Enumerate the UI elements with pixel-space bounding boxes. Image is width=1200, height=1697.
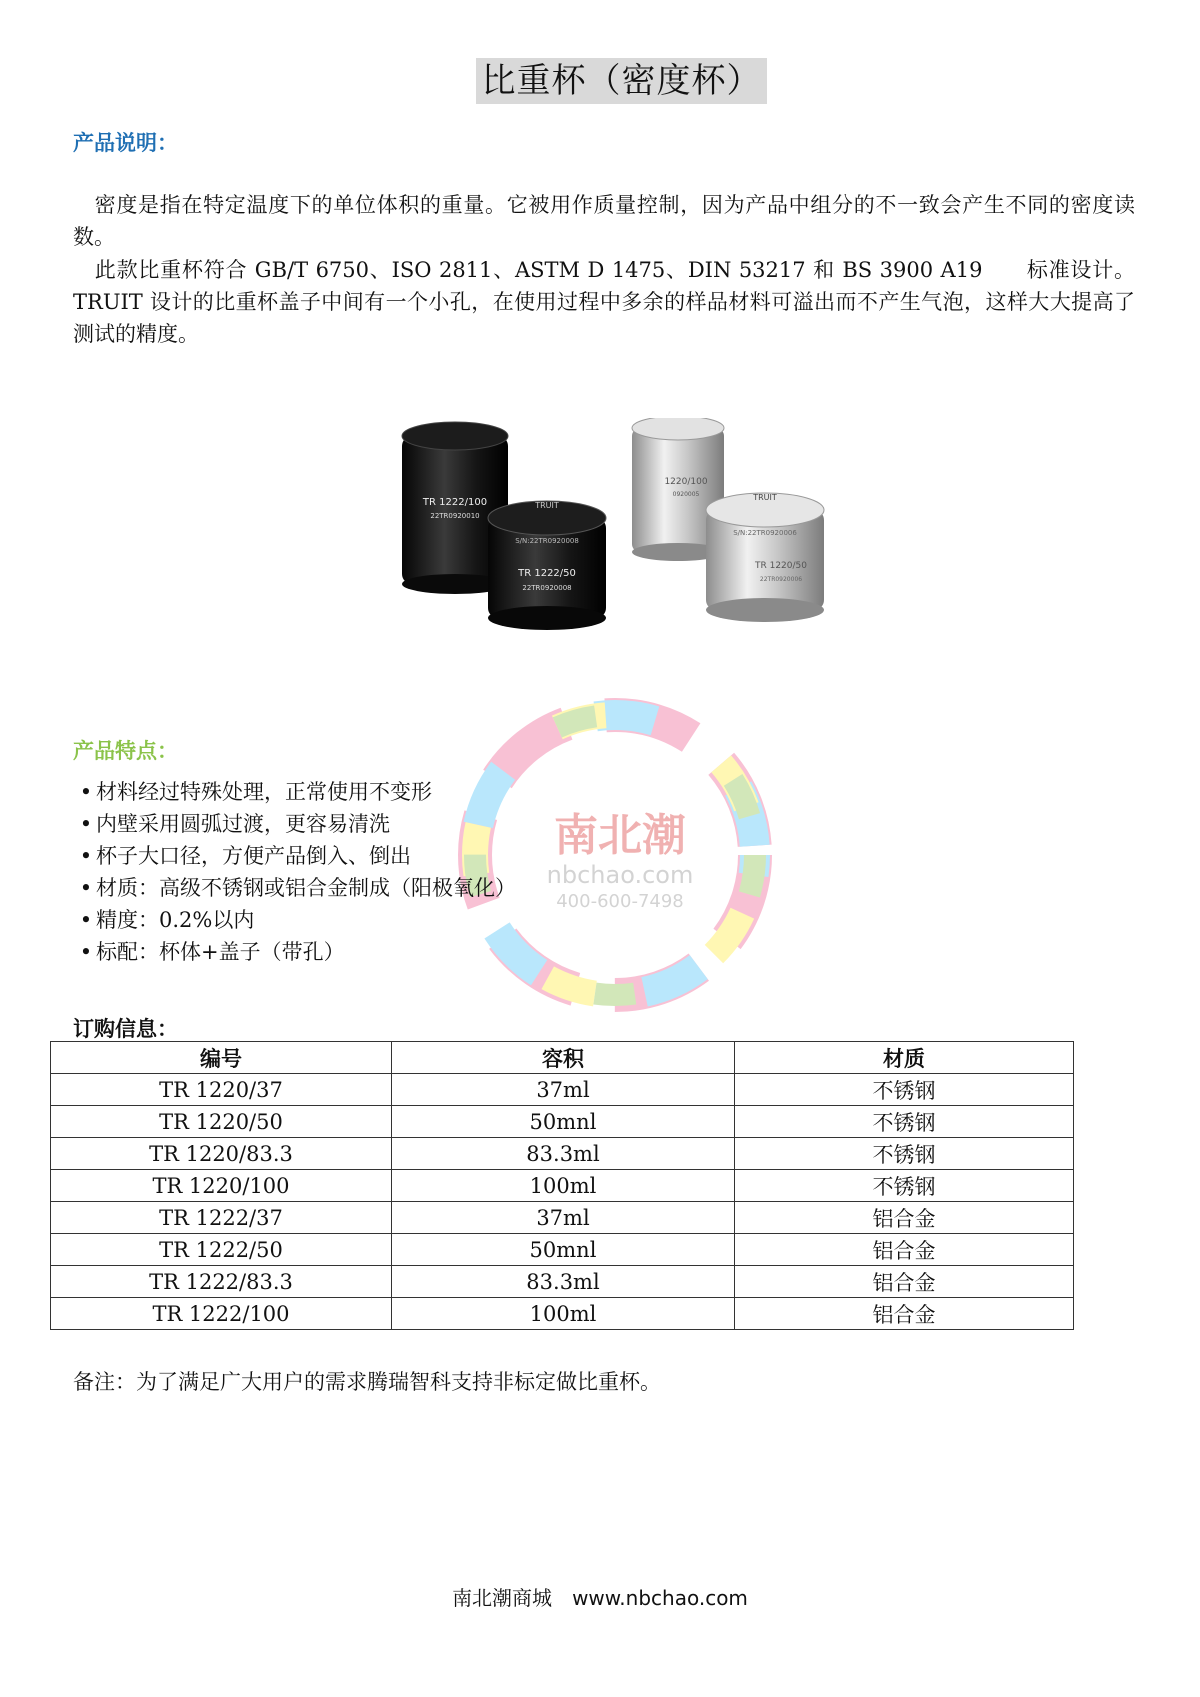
cell-model: TR 1220/83.3 [51,1138,392,1170]
cup4-label: TR 1220/50 [754,561,808,571]
feature-item: • 精度：0.2%以内 [79,908,255,932]
page-title: 比重杯（密度杯） [476,58,767,104]
cell-material: 不锈钢 [735,1074,1074,1106]
footer-url[interactable]: www.nbchao.com [572,1586,748,1610]
steel-cup-50 [706,493,824,622]
cup1-label: TR 1222/100 [422,497,488,508]
footer [0,1582,1200,1611]
description-heading: 产品说明： [73,131,178,155]
cell-model: TR 1222/50 [51,1234,392,1266]
cell-material: 不锈钢 [735,1170,1074,1202]
table-row [51,1074,1074,1106]
col-volume: 容积 [392,1042,735,1074]
col-material: 材质 [735,1042,1074,1074]
table-row [51,1106,1074,1138]
table-row [51,1170,1074,1202]
cup4-serial: 22TR0920006 [759,576,803,583]
cup4-brand: TRUIT [753,493,777,502]
features-list [76,776,776,968]
features-heading: 产品特点： [73,739,178,763]
cup2-serial: 22TR0920008 [522,584,572,592]
table-row [51,1234,1074,1266]
black-cup-50 [488,501,606,630]
feature-item: • 材料经过特殊处理，正常使用不变形 [79,780,432,804]
cell-model: TR 1220/100 [51,1170,392,1202]
cup2-lid: S/N:22TR0920008 [515,537,579,545]
table-header-row [51,1042,1074,1074]
cell-volume: 100ml [392,1298,735,1330]
feature-item: • 内壁采用圆弧过渡，更容易清洗 [79,812,390,836]
feature-item: • 标配：杯体+盖子（带孔） [79,940,345,964]
watermark-phone: 400-600-7498 [556,891,684,912]
cell-volume: 100ml [392,1170,735,1202]
cell-volume: 50mnl [392,1106,735,1138]
feature-item: • 杯子大口径，方便产品倒入、倒出 [79,844,411,868]
cup3-label: 1220/100 [664,477,708,487]
cell-material: 铝合金 [735,1234,1074,1266]
feature-item: • 材质：高级不锈钢或铝合金制成（阳极氧化） [79,876,516,900]
cup1-serial: 22TR0920010 [430,512,480,520]
table-row [51,1138,1074,1170]
cell-material: 不锈钢 [735,1138,1074,1170]
cell-model: TR 1220/37 [51,1074,392,1106]
order-table [50,1041,1074,1330]
product-photo [396,418,856,676]
cell-volume: 83.3ml [392,1266,735,1298]
cell-model: TR 1222/37 [51,1202,392,1234]
cup2-label: TR 1222/50 [518,568,576,579]
col-model: 编号 [51,1042,392,1074]
watermark-cn: 南北潮 [554,810,686,861]
order-heading: 订购信息： [73,1017,178,1041]
note-text: 备注：为了满足广大用户的需求腾瑞智科支持非标定做比重杯。 [73,1370,661,1394]
watermark-domain: nbchao.com [546,861,694,889]
cell-volume: 83.3ml [392,1138,735,1170]
cell-model: TR 1222/83.3 [51,1266,392,1298]
cell-model: TR 1222/100 [51,1298,392,1330]
cup2-brand: TRUIT [535,501,559,510]
cell-material: 铝合金 [735,1298,1074,1330]
cell-volume: 37ml [392,1202,735,1234]
cell-material: 铝合金 [735,1266,1074,1298]
table-row [51,1266,1074,1298]
table-row [51,1298,1074,1330]
cup3-serial: 0920005 [672,491,700,498]
cell-volume: 50mnl [392,1234,735,1266]
cell-material: 不锈钢 [735,1106,1074,1138]
description-paragraph-1: 密度是指在特定温度下的单位体积的重量。它被用作质量控制，因为产品中组分的不一致会产生不同的密度读数。 [73,193,1135,249]
description-paragraph-2: 此款比重杯符合 GB/T 6750、ISO 2811、ASTM D 1475、DIN 53217 和 BS 3900 A19 标准设计。TRUIT 设计的比重杯盖子中间有一个小孔，在使用过程中多余的样品材料可溢出而不产生气泡，这样大大提高了测试的精度。 [73,258,1135,346]
cup4-lid: S/N:22TR0920006 [733,529,797,537]
cell-material: 铝合金 [735,1202,1074,1234]
cell-volume: 37ml [392,1074,735,1106]
cell-model: TR 1220/50 [51,1106,392,1138]
footer-site-name: 南北潮商城 [452,1586,553,1610]
table-row [51,1202,1074,1234]
